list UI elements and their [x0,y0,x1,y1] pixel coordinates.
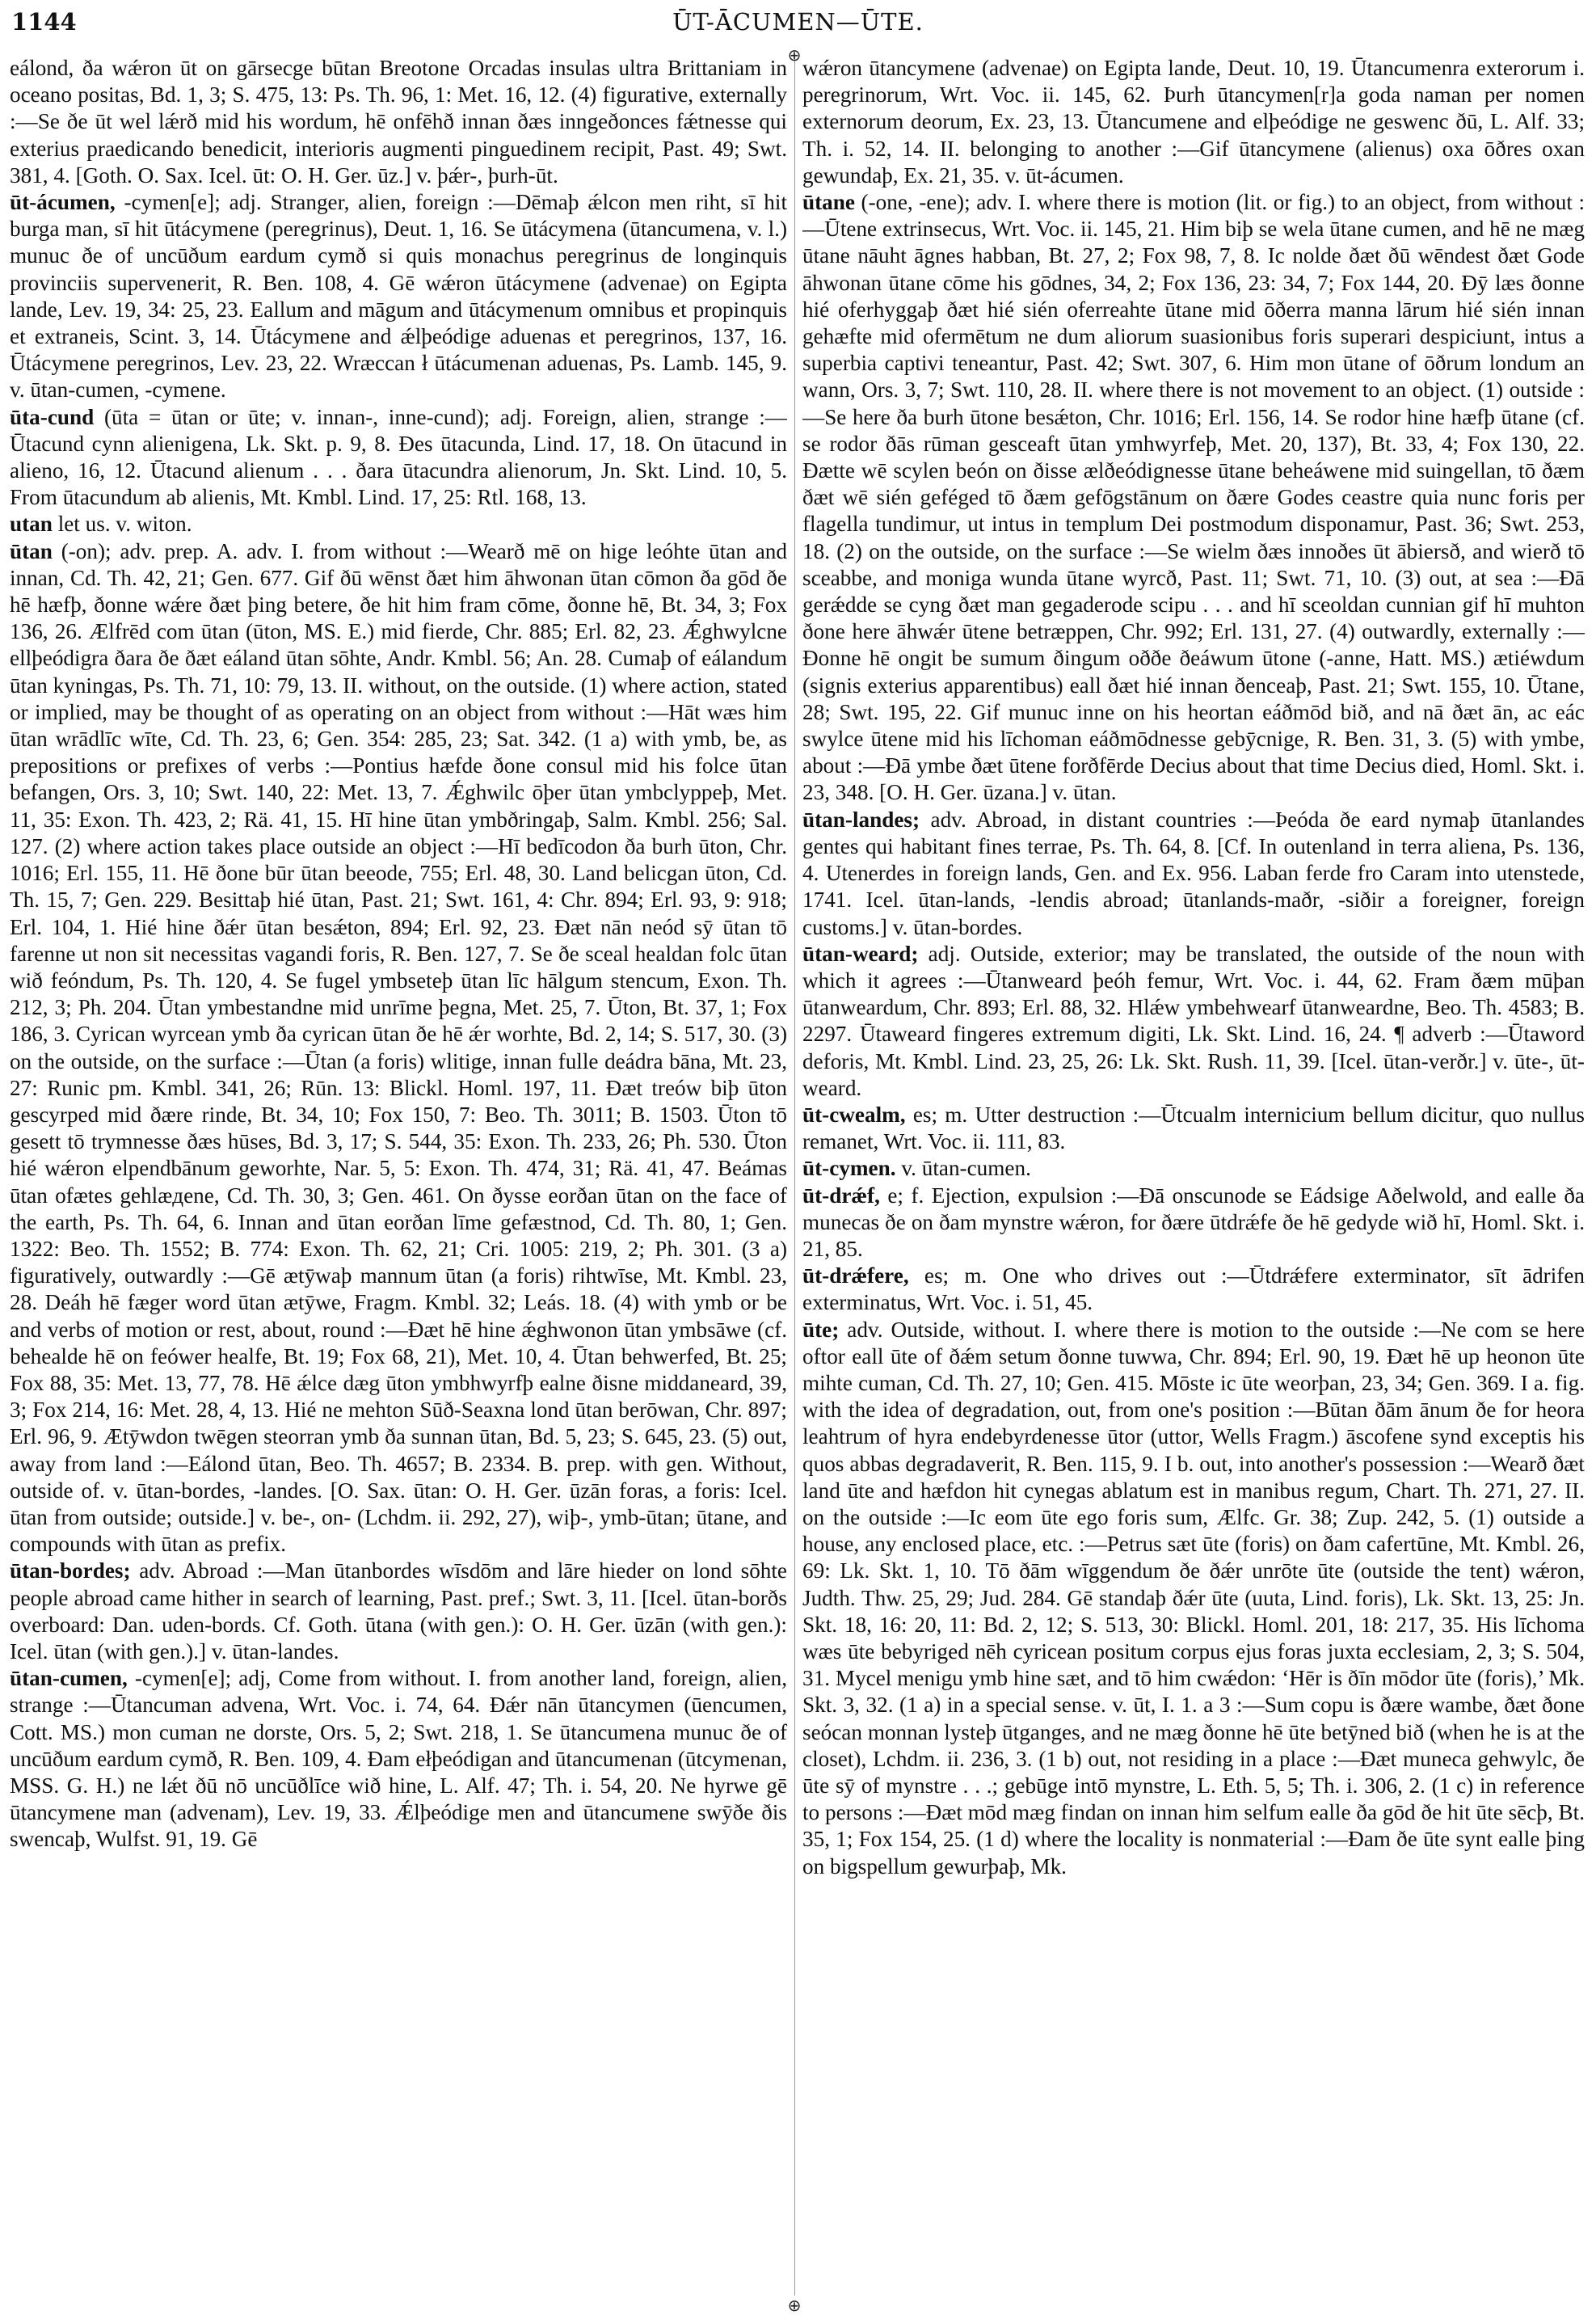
column-divider [794,57,795,2296]
dictionary-entry [802,941,1585,1102]
entry-headword: ūt-cymen. [802,1156,896,1181]
entry-text: (-one, -ene); adv. I. where there is motion (lit. or fig.) to an object, from without :—Ūtene extrinsecus, Wrt. Voc. ii. 145, 21. Him biþ se wela ūtane cumen, and hē ne mæg ūtane nāuht āgnes habban, Bt. 27, 2; Fox 98, 7, 8. Ic nolde ðæt ðū wēndest ðæt Gode āhwonan ūtane cōme his gōdnes, 34, 2; Fox 136, 23: 34, 7; Fox 144, 20. Ðȳ læs ðonne hié oferhyggaþ ðæt hié sién oferreahte ūtane mid ōðerra manna lārum hié sién innan gehæfte mid ofermētum ne dum aliorum suasionibus foris superari despiciunt, intus a superbia captivi teneantur, Past. 42; Swt. 307, 6. Him mon ūtane of ōðrum londum an wann, Ors. 3, 7; Swt. 110, 28. II. where there is not movement to an object. (1) outside :—Se here ða burh ūtone besǽton, Chr. 1016; Erl. 156, 14. Se rodor hine hæfþ ūtane (cf. se rodor ðās rūman gesceaft ūtan ymhwyrfeþ, Met. 20, 137), Bt. 33, 4; Fox 130, 22. Ðætte wē scylen beón on ðisse ælðeódignesse ūtane beheáwene mid suingellan, tō ðæm ðæt wē sién geféged tō ðæm gefōgstānum on ðære Godes ceastre quia nunc foris per flagella tundimur, ut intus in templum Dei postmodum disponamur, Past. 36; Swt. 253, 18. (2) on the outside, on the surface :—Se wielm ðæs innoðes ūt ābiersð, and wierð tō sceabbe, and moniga wunda ūtane wyrcð, Past. 11; Swt. 71, 10. (3) out, at sea :—Ðā gerǽdde se cyng ðæt man gegaderode scipu . . . and hī sceoldan cunnian gif hī muhton ðone here āhwǽr ūtene betræppen, Chr. 992; Erl. 131, 27. (4) outwardly, externally :—Ðonne hē ongit be sumum ðingum oððe ðeáwum ūtone (-anne, Hatt. MS.) ætiéwdum (signis exterius apparentibus) eall ðæt hié innan ðenceaþ, Past. 21; Swt. 155, 10. Ūtane, 28; Swt. 195, 22. Gif munuc inne on his heortan eáðmōd bið, and nā ðæt ān, ac eác swylce ūtene mid his līchoman eáðmōdnesse gebȳcnige, R. Ben. 31, 3. (5) with ymbe, about :—Ðā ymbe ðæt ūtene forðfērde Decius about that time Decius died, Homl. Skt. i. 23, 348. [O. H. Ger. ūzana.] v. ūtan. [802,190,1585,805]
entry-headword: ūtan-weard; [802,941,919,966]
entry-headword: ūt-ácumen, [10,190,116,215]
entry-headword: ūta-cund [10,404,95,429]
register-mark-icon: ⊕ [787,45,802,65]
entry-text: (-on); adv. prep. A. adv. I. from without :—Wearð mē on hige leóhte ūtan and innan, Cd. Th. 42, 21; Gen. 677. Gif ðū wēnst ðæt him āhwonan ūtan cōmon ða gōd ðe hē hæfþ, ðonne wǽre ðæt þing betere, ðe hit him fram cōme, ðonne hē, Bt. 34, 3; Fox 136, 26. Ælfrēd com ūtan (ūton, MS. E.) mid fierde, Chr. 885; Erl. 82, 23. Ǽghwylcne ellþeódigra ðara ðe ðæt eáland ūtan sōhte, Andr. Kmbl. 56; An. 28. Cumaþ of eálandum ūtan kyningas, Ps. Th. 71, 10: 79, 13. II. without, on the outside. (1) where action, stated or implied, may be thought of as operating on an object from without :—Hāt wæs him ūtan wrādlīc wīte, Cd. Th. 23, 6; Gen. 354: 285, 23; Sat. 342. (1 a) with ymb, be, as prepositions or prefixes of verbs :—Pontius hæfde ðone consul mid his folce ūtan befangen, Ors. 3, 10; Swt. 140, 22: Met. 13, 7. Ǽghwilc ōþer ūtan ymbclyppeþ, Met. 11, 35: Exon. Th. 423, 2; Rä. 41, 15. Hī hine ūtan ymbðringaþ, Salm. Kmbl. 256; Sal. 127. (2) where action takes place outside an object :—Hī bedīcodon ða burh ūton, Chr. 1016; Erl. 155, 11. Hē ðone būr ūtan beeode, 755; Erl. 48, 30. Land belicgan ūton, Cd. Th. 15, 7; Gen. 229. Besittaþ hié ūtan, Past. 21; Swt. 161, 4: Chr. 894; Erl. 93, 9: 918; Erl. 104, 1. Hié hine ðǽr ūtan besǽton, 894; Erl. 92, 23. Ðæt nān neód sȳ ūtan tō farenne ut non sit necessitas vagandi foris, R. Ben. 127, 7. Se ðe sceal healdan folc ūtan wið feóndum, Ps. Th. 120, 4. Se fugel ymbsetеþ ūtan līc hālgum stencum, Exon. Th. 212, 3; Ph. 204. Ūtan ymbestandne mid unrīme þegna, Met. 25, 7. Ūton, Bt. 37, 1; Fox 186, 3. Cyrican wyrcean ymb ða cyrican ūtan ðe hē ǽr worhte, Bd. 2, 14; S. 517, 30. (3) on the outside, on the surface :—Ūtan (a foris) wlitige, innan fulle deádra bāna, Mt. 23, 27: Runic pm. Kmbl. 341, 26; Rūn. 13: Blickl. Homl. 197, 11. Ðæt treów biþ ūton gescyrped mid ðære rinde, Bt. 34, 10; Fox 150, 7: Beo. Th. 3011; B. 1503. Ūton tō gesett tō trymnesse ðæs hūses, Bd. 3, 17; S. 544, 35: Exon. Th. 233, 26; Ph. 530. Ūton hié wǽron elpendbānum geworhte, Nar. 5, 5: Exon. Th. 474, 31; Rä. 41, 47. Beámas ūtan ofætes gehlæдene, Cd. Th. 30, 3; Gen. 461. On ðysse eorðan ūtan on the face of the earth, Ps. Th. 64, 6. Innan and ūtan eorðan līme gefæstnod, Cd. Th. 80, 1; Gen. 1322: Beo. Th. 1552; B. 774: Exon. Th. 62, 21; Cri. 1005: 219, 2; Ph. 301. (3 a) figuratively, outwardly :—Gē ætȳwaþ mannum ūtan (a foris) rihtwīse, Mt. Kmbl. 23, 28. Deáh hē fæger word ūtan ætȳwe, Fragm. Kmbl. 32; Leás. 18. (4) with ymb or be and verbs of motion or rest, about, round :—Ðæt hē hine ǽghwonon ūtan ymbsāwe (cf. behealde hē on feówer healfe, Bt. 19; Fox 68, 21), Met. 10, 4. Ūtan behwerfed, Bt. 25; Fox 88, 35: Met. 13, 77, 78. Hē ǽlce dæg ūton ymbhwyrfþ ealne ðisne middaneard, 39, 3; Fox 214, 16: Met. 28, 4, 13. Hié ne mehton Sūð-Seaxna lond ūtan berōwan, Chr. 897; Erl. 96, 9. Ætȳwdon twēgen steorran ymb ða sunnan ūtan, Bd. 5, 23; S. 645, 23. (5) out, away from land :—Eálond ūtan, Beo. Th. 4657; B. 2334. B. prep. with gen. Without, outside of. v. ūtan-bordes, -landes. [O. Sax. ūtan: O. H. Ger. ūzān foras, a foris: Icel. ūtan from outside; outside.] v. be-, on- (Lchdm. ii. 292, 27), wiþ-, ymb-ūtan; ūtane, and compounds with ūtan as prefix. [10,538,787,1557]
dictionary-entry [10,1558,787,1665]
entry-headword: ūt-drǽf, [802,1183,880,1208]
entry-text: let us. v. witon. [52,512,192,537]
dictionary-entry [802,807,1585,941]
dictionary-entry [802,1183,1585,1263]
entry-text: adv. Abroad :—Man ūtanbordes wīsdōm and lāre hieder on lond sōhte people abroad came hither in search of learning, Past. pref.; Swt. 3, 11. [Icel. ūtan-borðs overboard: Dan. uden-bords. Cf. Goth. ūtana (with gen.): O. H. Ger. ūzān (with gen.): Icel. ūtan (with gen.).] v. ūtan-landes. [10,1558,787,1664]
entry-text: es; m. Utter destruction :—Ūtcualm internicium bellum dicitur, quo nullus remanet, Wrt. Voc. ii. 111, 83. [802,1102,1585,1154]
dictionary-entry [10,1665,787,1853]
entry-text: (ūta = ūtan or ūte; v. innan-, inne-cund); adj. Foreign, alien, strange :—Ūtacund cynn alienigena, Lk. Skt. p. 9, 8. Ðes ūtacunda, Lind. 17, 18. On ūtacund in alieno, 16, 12. Ūtacund alienum . . . ðara ūtacundra alienorum, Jn. Skt. Lind. 10, 5. From ūtacundum ab alienis, Mt. Kmbl. Lind. 17, 25: Rtl. 168, 13. [10,404,787,510]
entry-headword: ūtan [10,538,53,563]
entry-text: -cymen[e]; adj, Come from without. I. from another land, foreign, alien, strange :—Ūtancuman advena, Wrt. Voc. i. 74, 64. Ðǽr nān ūtancymen (ūencumen, Cott. MS.) mon cuman ne dorste, Ors. 5, 2; Swt. 218, 1. Se ūtancumena munuc ðe of uncūðum eardum cymð, R. Ben. 109, 4. Ðam ełþeódigan and ūtancumenan (ūtcymenan, MSS. G. H.) ne lǽt ðū nō uncūðlīce wið hine, L. Alf. 47; Th. i. 54, 20. Ne hyrwe gē ūtancymene man (advenam), Lev. 19, 33. Ǽlþeódige men and ūtancumene swȳðe ðis swencaþ, Wulfst. 91, 19. Gē [10,1666,787,1852]
register-mark-icon: ⊕ [787,2296,802,2315]
dictionary-entry [10,538,787,1558]
entry-text: adv. Abroad, in distant countries :—Þeóda ðe eard nymaþ ūtanlandes gentes qui habitant fines terrae, Ps. Th. 64, 8. [Cf. In outenland in terra aliena, Ps. 136, 4. Utenerdes in foreign lands, Gen. and Ex. 956. Laban ferde fro Caram into utenstede, 1741. Icel. ūtan-lands, -lendis abroad; ūtanlands-maðr, -siðir a foreigner, foreign customs.] v. ūtan-bordes. [802,807,1585,939]
page-header [0,8,1596,44]
entry-text: e; f. Ejection, expulsion :—Ðā onscunode se Eádsige Aðelwold, and ealle ða munecas ðe on ðam mynstre wǽron, for ðære ūtdrǽfe ðe hē gedyde wið hī, Homl. Skt. i. 21, 85. [802,1183,1585,1261]
dictionary-entry [802,55,1585,189]
dictionary-entry [802,189,1585,807]
entry-text: adv. Outside, without. I. where there is motion to the outside :—Ne com se here oftor eall ūte of ðǽm setum ðonne tuwwa, Chr. 894; Erl. 90, 19. Ðæt hē up heonon ūte mihte cuman, Cd. Th. 27, 10; Gen. 415. Mōste ic ūte weorþan, 23, 34; Gen. 369. I a. fig. with the idea of degradation, out, from one's position :—Būtan ðām ānum ðe for heora leahtrum of hyra endebyrdenesse ūtor (uttor, Wells Fragm.) āscofene synd exceptis his quos abbas degradaverit, R. Ben. 115, 9. I b. out, into another's possession :—Wearð ðæt land ūte and hæfdon hit cynegas ablatum est in manibus regum, Chart. Th. 271, 27. II. on the outside :—Ic eom ūte ego foris sum, Ælfc. Gr. 38; Zup. 242, 5. (1) outside a house, any enclosed place, etc. :—Petrus sæt ūte (foris) on ðam cafertūne, Mt. Kmbl. 26, 69: Lk. Skt. 1, 10. Tō ðām wīggendum ðe ðǽr unrōte ūte (outside the tent) wǽron, Judth. Thw. 25, 29; Jud. 284. Gē standaþ ðǽr ūte (uuta, Lind. foris), Lk. Skt. 13, 25: Jn. Skt. 18, 16: 20, 11: Bd. 2, 12; S. 513, 30: Blickl. Homl. 201, 18: 217, 35. His līchoma wæs ūte bebyriged nēh cyricean positum corpus ejus foras juxta ecclesiam, 2, 3; S. 504, 31. Mycel menigu ymb hine sæt, and tō him cwǽdon: ‘Hēr is ðīn mōdor ūte (foris),’ Mk. Skt. 3, 32. (1 a) in a special sense. v. ūt, I. 1. a 3 :—Sum copu is ðære wambe, ðæt ðone seócan monnan lysteþ ūtganges, and ne mæg ðonne hē ūte betȳned bið (when he is at the closet), Lchdm. ii. 236, 3. (1 b) out, not residing in a place :—Ðæt muneca gehwylc, ðe ūte sȳ of mynstre . . .; gebūge intō mynstre, L. Eth. 5, 5; Th. i. 306, 2. (1 c) in reference to persons :—Ðæt mōd mæg findan on innan him selfum ealle ða gōd ðe hit ūte sēcþ, Bt. 35, 1; Fox 154, 25. (1 d) where the locality is nonmaterial :—Ðam ðe ūte synt ealle þing on bigspellum gewurþaþ, Mk. [802,1317,1585,1879]
entry-headword: utan [10,512,53,537]
dictionary-entry [10,189,787,404]
entry-text: es; m. One who drives out :—Ūtdrǽfere exterminator, sīt ādrifen exterminatus, Wrt. Voc. i. 51, 45. [802,1263,1585,1315]
entry-headword: ūtan-landes; [802,807,920,832]
left-column [10,55,787,2298]
entry-headword: ūt-cwealm, [802,1102,906,1127]
page-number: 1144 [11,8,77,36]
entry-text: wǽron ūtancymene (advenae) on Egipta lande, Deut. 10, 19. Ūtancumenra exterorum i. peregrinorum, Wrt. Voc. ii. 145, 62. Þurh ūtancymen[r]a goda naman per nomen externorum deorum, Ex. 23, 13. Ūtancumene and elþeódige ne geswenc ðū, L. Alf. 33; Th. i. 52, 14. II. belonging to another :—Gif ūtancymene (alienus) oxa ōðres oxan gewundaþ, Ex. 21, 35. v. ūt-ácumen. [802,56,1585,188]
dictionary-entry [10,511,787,538]
dictionary-entry [802,1155,1585,1182]
entry-text: adj. Outside, exterior; may be translated, the outside of the noun with which it agrees :—Ūtanweard þeóh femur, Wrt. Voc. i. 44, 62. Fram ðæm mūþan ūtanweardum, Chr. 893; Erl. 88, 32. Hlǽw ymbehwearf ūtanweardne, Beo. Th. 4583; B. 2297. Ūtaweard fingeres extremum digiti, Lk. Skt. Lind. 16, 24. ¶ adverb :—Ūtaword deforis, Mt. Kmbl. Lind. 23, 25, 26: Lk. Skt. Rush. 11, 39. [Icel. ūtan-verðr.] v. ūte-, ūt-weard. [802,941,1585,1100]
dictionary-entry [10,404,787,512]
entry-headword: ūte; [802,1317,840,1342]
dictionary-entry [802,1263,1585,1316]
right-column [802,55,1585,2298]
entry-headword: ūtan-bordes; [10,1558,131,1583]
entry-text: v. ūtan-cumen. [895,1156,1031,1181]
running-title: ŪT-ĀCUMEN—ŪTE. [672,8,924,36]
entry-headword: ūtan-cumen, [10,1666,128,1691]
entry-headword: ūtane [802,190,855,215]
entry-headword: ūt-drǽfere, [802,1263,909,1288]
dictionary-entry [802,1317,1585,1880]
entry-text: -cymen[e]; adj. Stranger, alien, foreign :—Dēmaþ ǽlcon men riht, sī hit burga man, sī hit ūtácymene (peregrinus), Deut. 1, 16. Se ūtácymena (ūtancumena, v. l.) munuc ðe of uncūðum eardum cymð si quis monachus peregrinus de longinquis provinciis supervenerit, R. Ben. 108, 4. Gē wǽron ūtácymene (advenae) on Egipta lande, Lev. 19, 34: 25, 23. Eallum and māgum and ūtácymenum omnibus et propinquis et extraneis, Scint. 3, 14. Ūtácymene and ǽlþeódige aduenas et peregrinos, 137, 16. Ūtácymene peregrinos, Lev. 23, 22. Wræccan ł ūtácumenan aduenas, Ps. Lamb. 145, 9. v. ūtan-cumen, -cymene. [10,190,787,403]
entry-text: eálond, ða wǽron ūt on gārsecge būtan Breotone Orcadas insulas ultra Brittaniam in oceano positas, Bd. 1, 3; S. 475, 13: Ps. Th. 96, 1: Met. 16, 12. (4) figurative, externally :—Se ðe ūt wel lǽrð mid his wordum, hē onfēhð innan ðæs inngeðonces fǽtnesse qui exterius praedicando benedicit, interioris augmenti pinguedinem recipit, Past. 49; Swt. 381, 4. [Goth. O. Sax. Icel. ūt: O. H. Ger. ūz.] v. þǽr-, þurh-ūt. [10,56,787,188]
dictionary-entry [802,1102,1585,1155]
dictionary-entry [10,55,787,189]
